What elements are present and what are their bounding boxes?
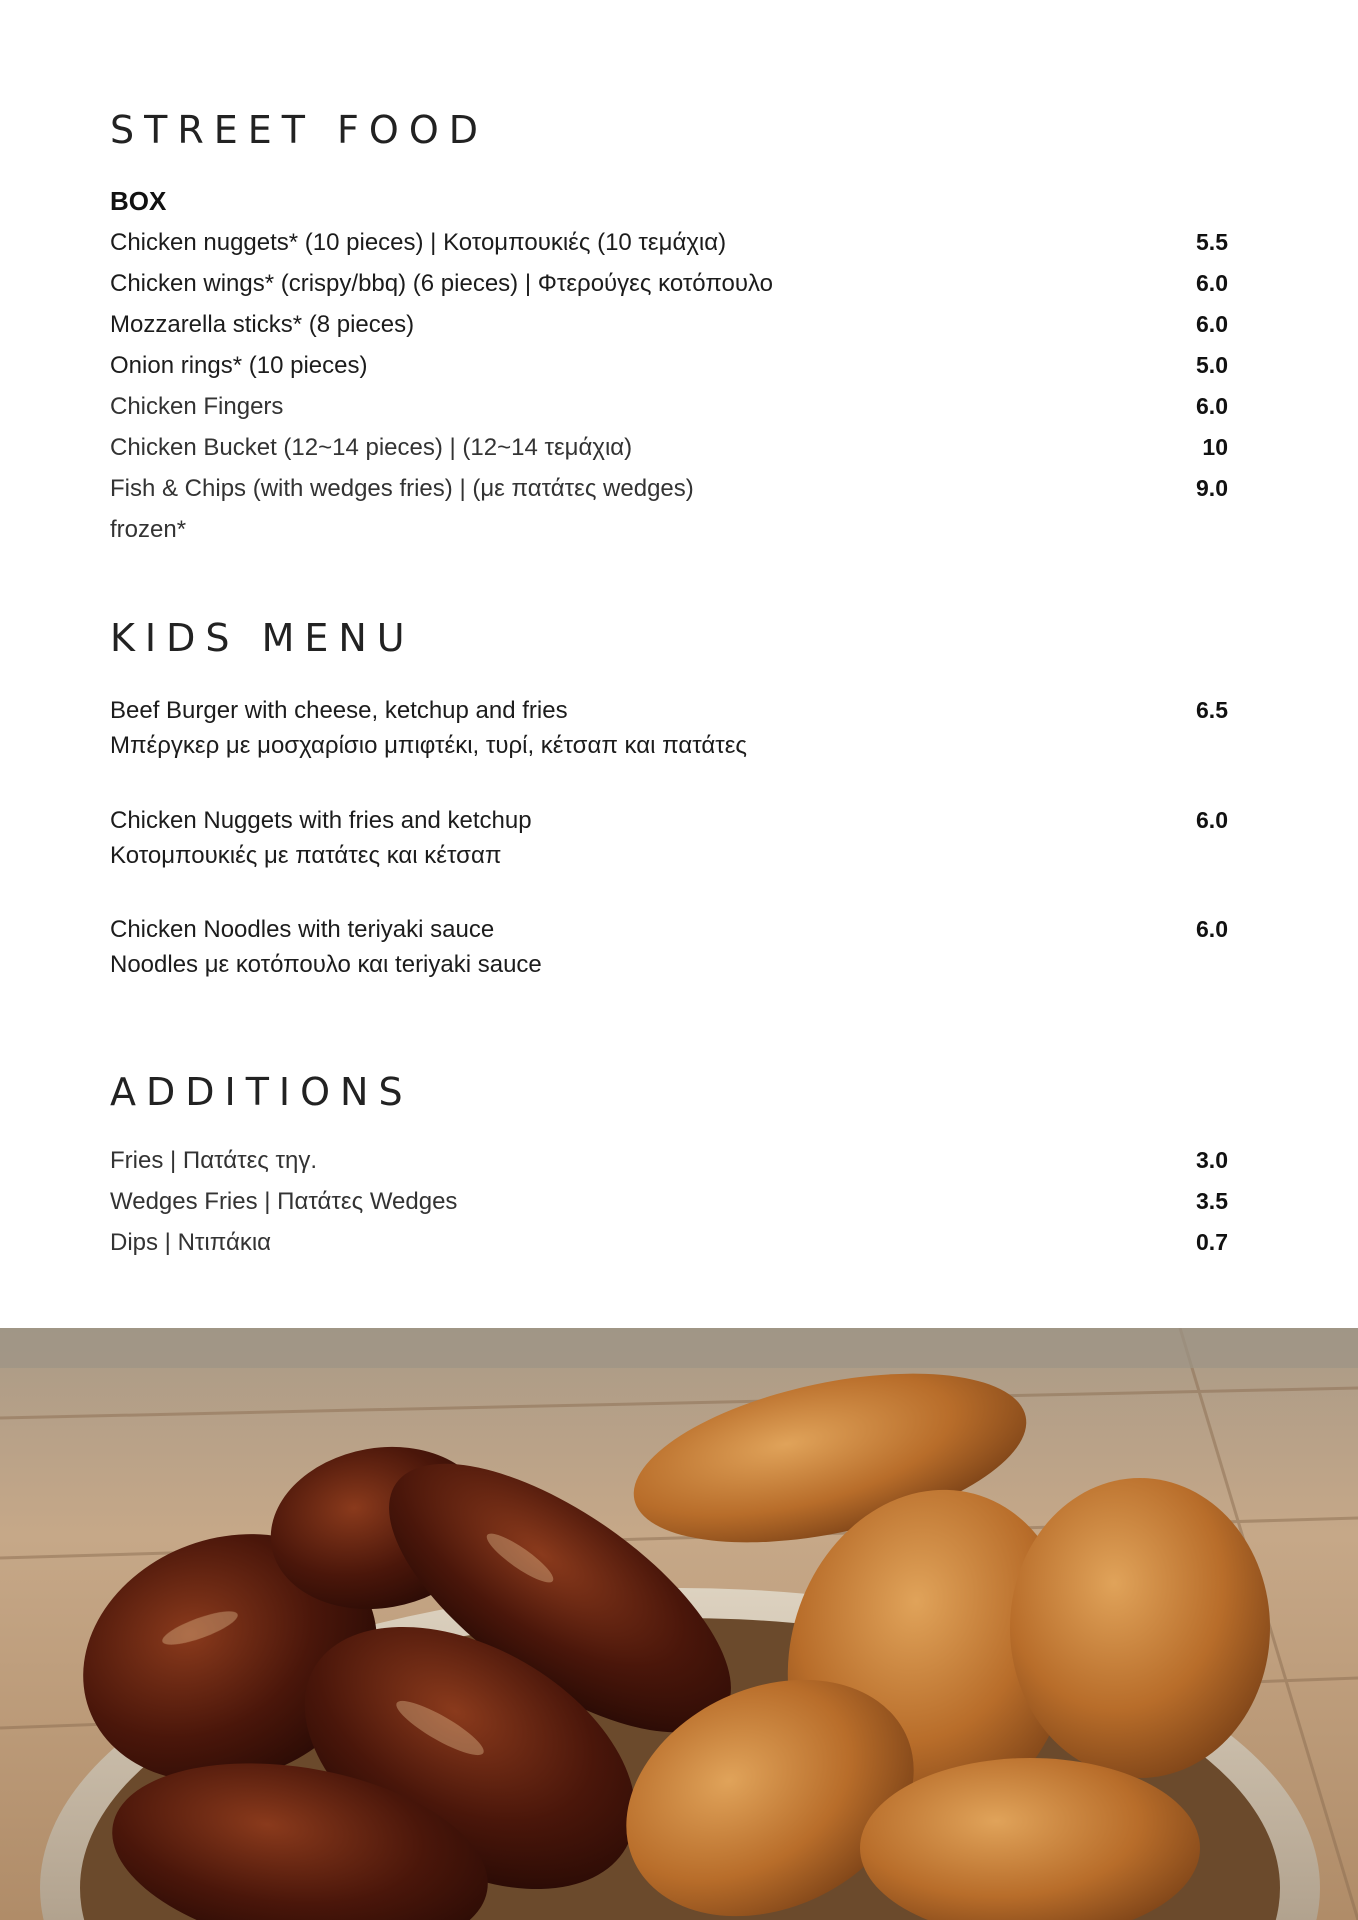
item-name: Beef Burger with cheese, ketchup and fries: [110, 697, 568, 724]
menu-item: [110, 1222, 1228, 1263]
box-label: BOX: [110, 186, 167, 216]
item-price: 6.5: [1196, 697, 1228, 723]
item-price: 3.0: [1196, 1147, 1228, 1173]
menu-item: [110, 222, 1228, 263]
item-price: 0.7: [1196, 1229, 1228, 1255]
item-price: 9.0: [1196, 475, 1228, 501]
item-greek-name: Μπέργκερ με μοσχαρίσιο μπιφτέκι, τυρί, κέτσαπ και πατάτες: [110, 732, 747, 759]
item-name: Chicken Fingers: [110, 393, 284, 420]
item-name: Onion rings* (10 pieces): [110, 352, 368, 379]
item-name: Chicken nuggets* (10 pieces) | Κοτομπουκιές (10 τεμάχια): [110, 229, 727, 256]
menu-item: [110, 304, 1228, 345]
item-name: Dips | Ντιπάκια: [110, 1229, 272, 1256]
item-price: 6.0: [1196, 807, 1228, 833]
item-price: 3.5: [1196, 1188, 1228, 1214]
item-price: 6.0: [1196, 916, 1228, 942]
menu-item: [110, 800, 1228, 841]
item-price: 10: [1202, 434, 1228, 460]
menu-item: [110, 345, 1228, 386]
section-title-additions: ADDITIONS: [110, 1070, 413, 1114]
menu-item: [110, 427, 1228, 468]
section-title-kids-menu: KIDS MENU: [110, 616, 415, 660]
item-name: Chicken Nuggets with fries and ketchup: [110, 807, 532, 834]
item-name: Fish & Chips (with wedges fries) | (με πατάτες wedges): [110, 475, 694, 502]
item-price: 6.0: [1196, 393, 1228, 419]
menu-item: [110, 1140, 1228, 1181]
menu-item: [110, 263, 1228, 304]
item-price: 6.0: [1196, 270, 1228, 296]
footnote: [110, 509, 1228, 550]
item-price: 5.0: [1196, 352, 1228, 378]
section-title-street-food: STREET FOOD: [110, 108, 488, 152]
menu-item: [110, 386, 1228, 427]
item-name: Chicken Noodles with teriyaki sauce: [110, 916, 495, 943]
menu-item: [110, 468, 1228, 509]
item-price: 6.0: [1196, 311, 1228, 337]
item-price: 5.5: [1196, 229, 1228, 255]
item-name: Chicken Bucket (12~14 pieces) | (12~14 τεμάχια): [110, 434, 633, 461]
menu-item: [110, 1181, 1228, 1222]
footnote-text: frozen*: [110, 516, 187, 543]
item-greek-name: Κοτομπουκιές με πατάτες και κέτσαπ: [110, 842, 502, 869]
item-name: Chicken wings* (crispy/bbq) (6 pieces) | Φτερούγες κοτόπουλο: [110, 270, 773, 297]
item-name: Mozzarella sticks* (8 pieces): [110, 311, 415, 338]
chicken-wings-photo: [0, 1328, 1358, 1920]
menu-item: [110, 690, 1228, 731]
item-name: Wedges Fries | Πατάτες Wedges: [110, 1188, 458, 1215]
menu-item: [110, 909, 1228, 950]
item-name: Fries | Πατάτες τηγ.: [110, 1147, 318, 1174]
item-greek-name: Noodles με κοτόπουλο και teriyaki sauce: [110, 951, 542, 978]
